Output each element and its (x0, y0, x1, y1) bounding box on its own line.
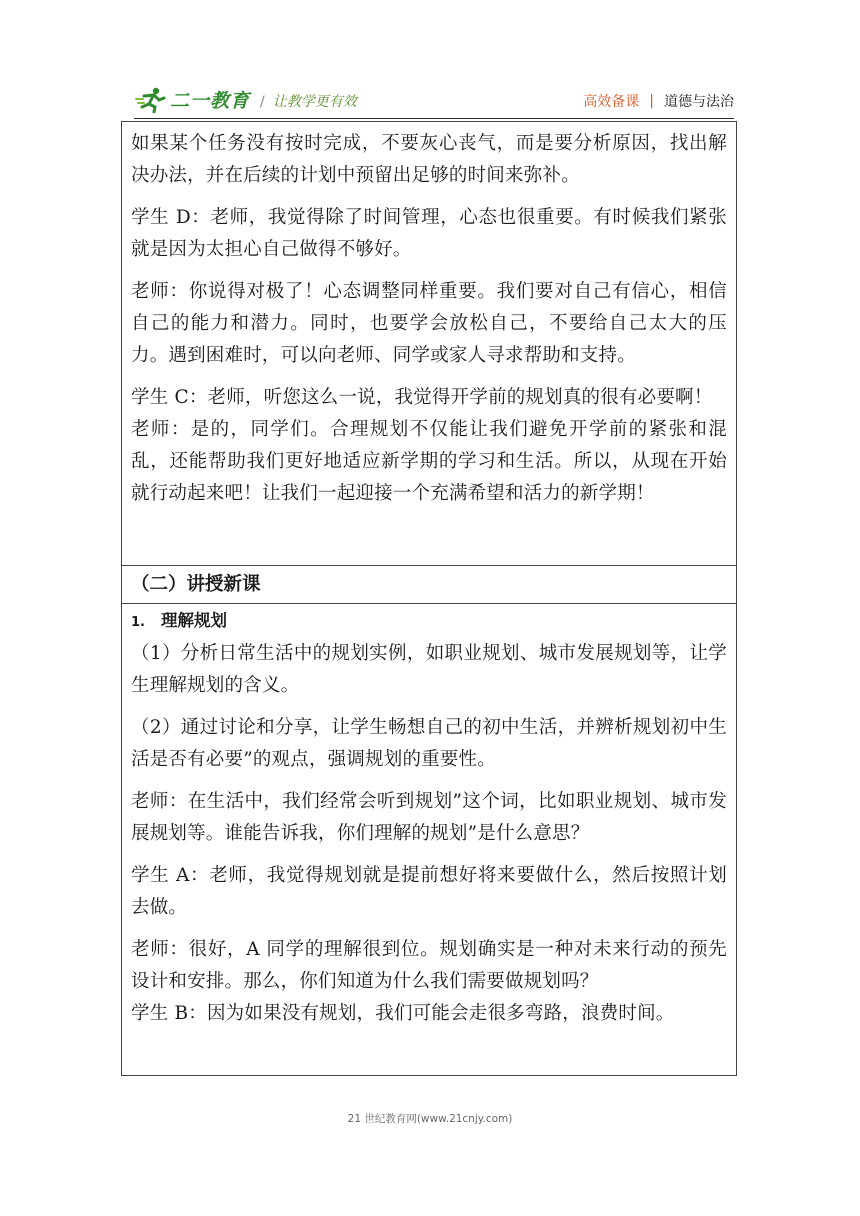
page-header (134, 82, 734, 119)
paragraph: （2）通过讨论和分享，让学生畅想自己的初中生活，并辨析规划初中生活是否有必要”的观点，强调规划的重要性。 (131, 717, 727, 770)
lesson-content-cell (122, 604, 736, 1077)
dialogue-cell (122, 122, 736, 566)
slash-divider: / (260, 94, 265, 110)
logo (134, 86, 250, 113)
paragraph: 如果某个任务没有按时完成，不要灰心丧气，而是要分析原因，找出解决办法，并在后续的计划中预留出足够的时间来弥补。 (131, 133, 727, 186)
paragraph: 学生 B：因为如果没有规划，我们可能会走很多弯路，浪费时间。 (131, 1003, 675, 1024)
paragraph: 老师：在生活中，我们经常会听到规划”这个词，比如职业规划、城市发展规划等。谁能告诉我，你们理解的规划”是什么意思？ (131, 791, 727, 844)
header-subject-label: 道德与法治 (664, 94, 734, 110)
slogan (260, 91, 357, 111)
page-footer: 21 世纪教育网(www.21cnjy.com) (347, 1113, 513, 1125)
subsection-title-text: 理解规划 (161, 611, 227, 630)
slogan-text: 让教学更有效 (272, 94, 357, 110)
section-title-cell (122, 566, 736, 604)
section-title: （二）讲授新课 (131, 574, 261, 595)
paragraph: 学生 A：老师，我觉得规划就是提前想好将来要做什么，然后按照计划去做。 (131, 865, 727, 918)
paragraph: 老师：很好，A 同学的理解很到位。规划确实是一种对未来行动的预先设计和安排。那么，你们知道为什么我们需要做规划吗？ (131, 939, 727, 992)
runner-logo-icon (134, 87, 168, 113)
paragraph: 学生 D：老师，我觉得除了时间管理，心态也很重要。有时候我们紧张就是因为太担心自己做得不够好。 (131, 207, 727, 260)
paragraph: 学生 C：老师，听您这么一说，我觉得开学前的规划真的很有必要啊！ (131, 387, 713, 408)
header-separator: | (649, 93, 654, 109)
header-prep-label: 高效备课 (583, 94, 640, 110)
logo-text: 二一教育 (170, 90, 251, 112)
paragraph: 老师：你说得对极了！心态调整同样重要。我们要对自己有信心，相信自己的能力和潜力。同时，也要学会放松自己，不要给自己太大的压力。遇到困难时，可以向老师、同学或家人寻求帮助和支持。 (131, 281, 727, 366)
subsection-number: 1. (131, 615, 145, 630)
lesson-table (121, 121, 737, 1076)
subsection-title (131, 606, 727, 638)
header-right (583, 91, 734, 111)
paragraph: 老师：是的，同学们。合理规划不仅能让我们避免开学前的紧张和混乱，还能帮助我们更好地适应新学期的学习和生活。所以，从现在开始就行动起来吧！让我们一起迎接一个充满希望和活力的新学期！ (131, 419, 727, 504)
paragraph: （1）分析日常生活中的规划实例，如职业规划、城市发展规划等，让学生理解规划的含义。 (131, 643, 727, 696)
